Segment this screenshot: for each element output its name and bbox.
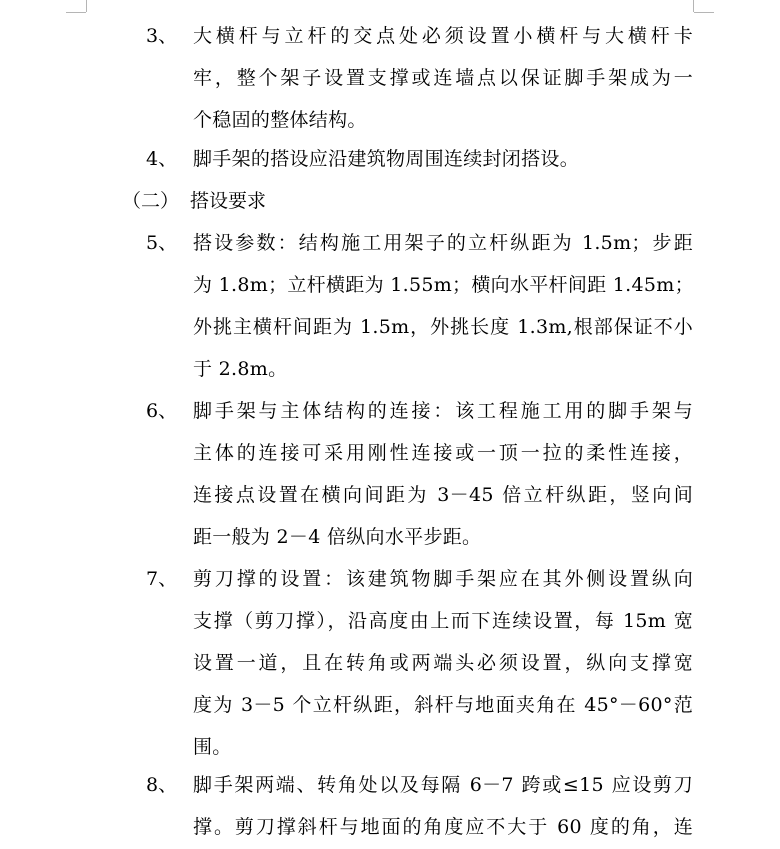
paragraph-line: 主体的连接可采用刚性连接或一顶一拉的柔性连接，: [193, 442, 693, 464]
paragraph-line: 剪刀撑的设置：该建筑物脚手架应在其外侧设置纵向: [193, 568, 693, 590]
page-corner-mark-right: [693, 0, 694, 12]
list-item-number: 8、: [146, 774, 178, 796]
list-item-number: 4、: [146, 148, 178, 170]
paragraph-line: 度为 3－5 个立杆纵距，斜杆与地面夹角在 45°－60°范: [193, 694, 693, 716]
paragraph-line: 大横杆与立杆的交点处必须设置小横杆与大横杆卡: [193, 25, 693, 47]
paragraph-line: 脚手架与主体结构的连接：该工程施工用的脚手架与: [193, 400, 693, 422]
paragraph-line: 撑。剪刀撑斜杆与地面的角度应不大于 60 度的角，连: [193, 816, 693, 838]
paragraph-line: 支撑（剪刀撑），沿高度由上而下连续设置，每 15m 宽: [193, 610, 693, 632]
page-corner-mark-left-h: [66, 12, 86, 13]
paragraph-line: 连接点设置在横向间距为 3－45 倍立杆纵距，竖向间: [193, 484, 693, 506]
paragraph-line: 距一般为 2－4 倍纵向水平步距。: [193, 526, 482, 548]
paragraph-line: 牢，整个架子设置支撑或连墙点以保证脚手架成为一: [193, 67, 693, 89]
section-title: 搭设要求: [190, 190, 267, 212]
paragraph-line: 外挑主横杆间距为 1.5m，外挑长度 1.3m,根部保证不小: [193, 316, 693, 338]
paragraph-line: 脚手架的搭设应沿建筑物周围连续封闭搭设。: [193, 148, 580, 170]
paragraph-line: 围。: [193, 736, 232, 758]
list-item-number: 7、: [146, 568, 178, 590]
paragraph-line: 个稳固的整体结构。: [193, 109, 367, 131]
paragraph-line: 为 1.8m；立杆横距为 1.55m；横向水平杆间距 1.45m；: [193, 274, 694, 296]
section-number: （二）: [122, 190, 180, 212]
paragraph-line: 搭设参数：结构施工用架子的立杆纵距为 1.5m；步距: [193, 232, 693, 254]
page-corner-mark-right-h: [694, 12, 714, 13]
list-item-number: 5、: [146, 232, 178, 254]
paragraph-line: 于 2.8m。: [193, 358, 288, 380]
list-item-number: 3、: [146, 25, 178, 47]
paragraph-line: 设置一道，且在转角或两端头必须设置，纵向支撑宽: [193, 652, 693, 674]
paragraph-line: 脚手架两端、转角处以及每隔 6－7 跨或≤15 应设剪刀: [193, 774, 693, 796]
list-item-number: 6、: [146, 400, 178, 422]
page-corner-mark-left: [86, 0, 87, 12]
